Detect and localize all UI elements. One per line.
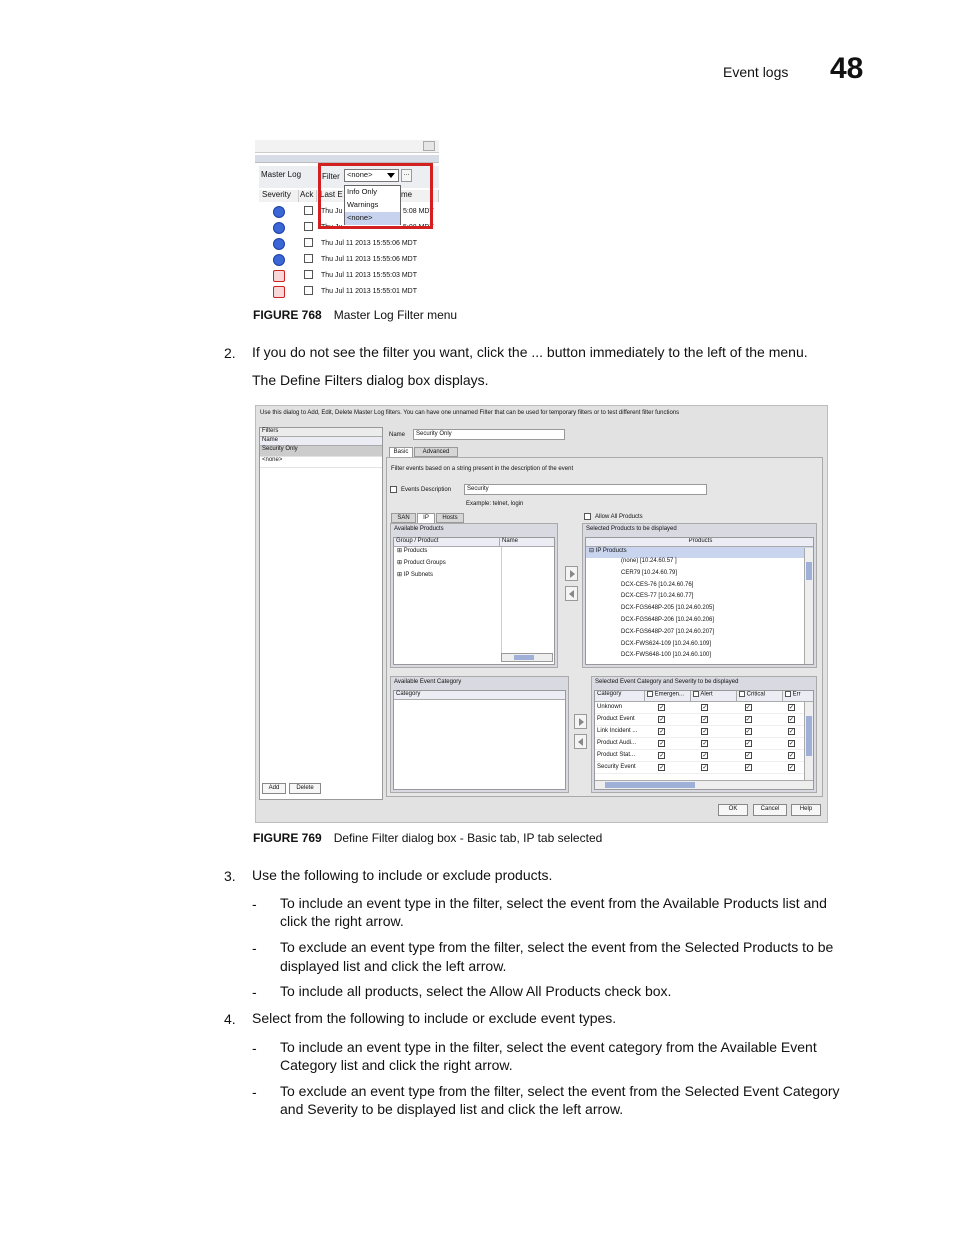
help-button[interactable]: Help xyxy=(791,804,821,816)
tab-hosts[interactable]: Hosts xyxy=(436,513,464,523)
arrow-right-icon xyxy=(570,570,575,578)
bullet: - xyxy=(252,940,257,956)
severity-checkbox[interactable]: ✓ xyxy=(702,729,708,735)
arrow-right-icon xyxy=(579,718,584,726)
ok-button[interactable]: OK xyxy=(718,804,748,816)
caption-text: Master Log Filter menu xyxy=(333,308,458,322)
events-description-checkbox[interactable] xyxy=(390,486,397,493)
text-run: To include all products, select the xyxy=(280,983,490,999)
row-time: Thu Jul 11 2013 15:55:06 MDT xyxy=(321,256,417,263)
add-button[interactable]: Add xyxy=(262,783,286,794)
name-label: Name xyxy=(389,432,406,438)
product-item[interactable]: DCX-FWS648-100 [10.24.60.100] xyxy=(621,652,712,659)
severity-cell xyxy=(727,726,770,737)
emphasis: Selected Products to be xyxy=(684,939,834,955)
event-row[interactable] xyxy=(595,726,813,738)
severity-cell xyxy=(683,702,726,713)
menu-item-warnings[interactable]: Warnings xyxy=(347,200,379,209)
severity-checkbox[interactable]: ✓ xyxy=(745,717,751,723)
available-products-list xyxy=(393,537,555,665)
emphasis: Available Products xyxy=(662,895,779,911)
row-time: Thu Jul 11 2013 15:55:06 MDT xyxy=(321,240,417,247)
dialog-intro: Use this dialog to Add, Edit, Delete Master Log filters. You can have one unnamed Filter that can be used for temporary filters or to test different filter functions xyxy=(260,410,680,416)
scroll-thumb[interactable] xyxy=(806,562,812,580)
emphasis: Define Filters xyxy=(280,372,363,388)
emergency-all-checkbox[interactable] xyxy=(647,691,653,697)
severity-cell xyxy=(727,702,770,713)
ack-checkbox[interactable] xyxy=(304,222,313,231)
text-run: button immediately to the left of the menu. xyxy=(543,344,808,360)
severity-checkbox[interactable]: ✓ xyxy=(659,729,665,735)
text-run: dialog box displays. xyxy=(362,372,489,388)
selected-event-rows xyxy=(595,702,813,774)
figure-master-log-filter xyxy=(255,140,439,301)
scroll-thumb[interactable] xyxy=(514,655,534,660)
severity-checkbox[interactable]: ✓ xyxy=(788,753,794,759)
text-run: To exclude an event type from the filter, select the event from the xyxy=(280,939,685,955)
severity-checkbox[interactable]: ✓ xyxy=(659,753,665,759)
info-icon xyxy=(273,254,285,266)
selected-products-panel xyxy=(582,523,817,668)
ack-checkbox[interactable] xyxy=(304,238,313,247)
emphasis: and Severity to be displayed xyxy=(280,1101,456,1117)
severity-cell xyxy=(727,762,770,773)
critical-all-checkbox[interactable] xyxy=(739,691,745,697)
filter-description: Filter events based on a string present in the description of the event xyxy=(391,466,574,472)
product-item[interactable]: CER79 [10.24.60.79] xyxy=(621,569,678,576)
caption-text: Define Filter dialog box - Basic tab, IP tab selected xyxy=(333,831,603,845)
step-2-result xyxy=(252,371,489,390)
severity-checkbox[interactable]: ✓ xyxy=(745,729,751,735)
col-error[interactable] xyxy=(783,691,801,701)
bullet-text xyxy=(280,938,833,957)
filters-header: Name xyxy=(260,437,382,446)
emphasis: ... xyxy=(531,344,544,360)
window-strip xyxy=(255,140,439,153)
tree-item-label: Products xyxy=(403,548,428,554)
col-emergency[interactable] xyxy=(645,691,691,701)
row-time: Thu Ju xyxy=(321,224,343,231)
filters-panel xyxy=(259,427,383,800)
name-input[interactable]: Security Only xyxy=(413,429,565,440)
step-number: 2. xyxy=(224,345,236,361)
ack-checkbox[interactable] xyxy=(304,206,313,215)
event-row[interactable] xyxy=(595,750,813,762)
severity-checkbox[interactable]: ✓ xyxy=(702,753,708,759)
severity-cell xyxy=(683,726,726,737)
scroll-handle[interactable] xyxy=(423,141,435,151)
emphasis: Selected Event Category xyxy=(684,1083,840,1099)
filter-label: Filter xyxy=(322,172,340,181)
chapter-number: 48 xyxy=(830,52,864,85)
events-description-label: Events Description xyxy=(401,487,452,493)
available-products-panel xyxy=(390,523,558,668)
severity-checkbox[interactable]: ✓ xyxy=(788,765,794,771)
delete-button[interactable]: Delete xyxy=(289,783,321,794)
arrow-left-icon xyxy=(569,590,574,598)
row-time: Thu Jul 11 2013 15:55:01 MDT xyxy=(321,288,417,295)
tree-item[interactable] xyxy=(394,571,554,583)
severity-cell xyxy=(640,738,683,749)
col-ack[interactable]: Ack xyxy=(299,190,317,202)
text-run: If you do not see the filter you want, click the xyxy=(252,344,532,360)
col-last-event[interactable]: Last E xyxy=(317,190,345,202)
product-item[interactable]: DCX-CES-76 [10.24.60.76] xyxy=(621,581,694,588)
col-label: Err xyxy=(792,691,801,698)
bullet-text: click the right arrow. xyxy=(280,913,404,929)
text-run: To include an event type in the filter, select the event from the xyxy=(280,895,663,911)
error-all-checkbox[interactable] xyxy=(785,691,791,697)
caption-number: FIGURE 768 xyxy=(253,308,322,322)
selected-products-title: Selected Products to be displayed xyxy=(586,526,677,532)
event-category: Product Audi... xyxy=(597,740,637,746)
text-run: list and click the left arrow. xyxy=(339,958,507,974)
ack-checkbox[interactable] xyxy=(304,254,313,263)
text-run: To exclude an event type from the filter, select the event from the xyxy=(280,1083,685,1099)
emphasis: Available Event xyxy=(720,1039,817,1055)
available-products-title: Available Products xyxy=(394,526,444,532)
info-icon xyxy=(273,222,285,234)
expand-icon[interactable]: ⊞ xyxy=(397,560,404,566)
tab-advanced[interactable]: Advanced xyxy=(414,447,458,457)
severity-checkbox[interactable]: ✓ xyxy=(788,705,794,711)
expand-icon[interactable]: ⊞ xyxy=(397,572,404,578)
bullet-text xyxy=(280,894,827,913)
table-row[interactable] xyxy=(255,268,439,284)
col-name[interactable]: Name xyxy=(502,538,519,544)
row-time-tail: 5:08 MDT xyxy=(403,208,434,215)
severity-cell xyxy=(640,750,683,761)
sp-header[interactable]: Products xyxy=(586,538,813,547)
bullet-text xyxy=(280,982,671,1001)
cancel-button[interactable]: Cancel xyxy=(753,804,787,816)
severity-checkbox[interactable]: ✓ xyxy=(702,741,708,747)
filter-select-value: <none> xyxy=(347,170,373,179)
master-log-tab[interactable]: Master Log xyxy=(261,170,302,179)
severity-checkbox[interactable]: ✓ xyxy=(659,741,665,747)
filter-item[interactable]: <none> xyxy=(260,457,382,468)
severity-cell xyxy=(727,714,770,725)
col-label: Critical xyxy=(746,691,766,698)
severity-checkbox[interactable]: ✓ xyxy=(745,753,751,759)
severity-cell xyxy=(683,750,726,761)
severity-checkbox[interactable]: ✓ xyxy=(745,765,751,771)
events-description-input[interactable]: Security xyxy=(464,484,707,495)
bullet: - xyxy=(252,1084,257,1100)
available-event-panel xyxy=(390,676,569,793)
severity-cell xyxy=(683,738,726,749)
alert-all-checkbox[interactable] xyxy=(693,691,699,697)
bullet: - xyxy=(252,1040,257,1056)
tree-item-label: IP Products xyxy=(595,548,627,554)
col-label: Alert xyxy=(700,691,713,698)
severity-cell xyxy=(683,714,726,725)
row-time-tail: 5:08 MDT xyxy=(403,224,434,231)
severity-checkbox[interactable]: ✓ xyxy=(659,705,665,711)
step-number: 4. xyxy=(224,1011,236,1027)
text-run: To include an event type in the filter, select the event category from the xyxy=(280,1039,721,1055)
severity-cell xyxy=(683,762,726,773)
emphasis: displayed xyxy=(280,958,340,974)
event-category: Product Stat... xyxy=(597,752,636,758)
tree-item[interactable] xyxy=(394,547,554,559)
vertical-scrollbar[interactable] xyxy=(804,702,813,780)
severity-checkbox[interactable]: ✓ xyxy=(659,765,665,771)
expand-icon[interactable]: ⊞ xyxy=(397,548,404,554)
tab-ip[interactable]: IP xyxy=(417,513,435,523)
highlight-box xyxy=(318,163,433,229)
severity-checkbox[interactable]: ✓ xyxy=(745,741,751,747)
column-divider xyxy=(501,547,502,657)
severity-cell xyxy=(727,750,770,761)
example-hint: Example: telnet, login xyxy=(466,501,524,507)
define-filters-button[interactable]: ... xyxy=(401,169,412,182)
info-icon xyxy=(273,238,285,250)
row-time: Thu Ju xyxy=(321,208,343,215)
ack-checkbox[interactable] xyxy=(304,270,313,279)
text-run: list and click the right arrow. xyxy=(336,1057,513,1073)
table-row[interactable] xyxy=(255,236,439,252)
severity-cell xyxy=(640,714,683,725)
filters-label: Filters xyxy=(260,428,382,437)
vertical-scrollbar[interactable] xyxy=(804,548,813,664)
product-item[interactable]: DCX-FGS648P-207 [10.24.60.207] xyxy=(621,628,715,635)
text-run: The xyxy=(252,372,281,388)
row-time: Thu Jul 11 2013 15:55:03 MDT xyxy=(321,272,417,279)
add-product-button[interactable] xyxy=(565,566,578,581)
figure-768-caption xyxy=(253,308,457,322)
title-bar xyxy=(255,155,439,163)
table-row[interactable] xyxy=(255,252,439,268)
event-row[interactable] xyxy=(595,762,813,774)
filter-item[interactable]: Security Only xyxy=(260,446,382,457)
event-row[interactable] xyxy=(595,738,813,750)
step-2-text xyxy=(252,343,808,362)
text-run: list and xyxy=(778,895,827,911)
tree-item[interactable] xyxy=(394,559,554,571)
col-severity[interactable]: Severity xyxy=(259,190,299,202)
figure-769-caption xyxy=(253,831,602,845)
severity-checkbox[interactable]: ✓ xyxy=(788,741,794,747)
available-event-title: Available Event Category xyxy=(394,679,462,685)
tab-san[interactable]: SAN xyxy=(391,513,416,523)
severity-checkbox[interactable]: ✓ xyxy=(702,765,708,771)
severity-checkbox[interactable]: ✓ xyxy=(659,717,665,723)
ae-header[interactable]: Category xyxy=(394,691,565,700)
caption-number: FIGURE 769 xyxy=(253,831,322,845)
error-icon xyxy=(273,286,285,298)
bullet-text xyxy=(280,1082,840,1101)
product-item[interactable]: DCX-CES-77 [10.24.60.77] xyxy=(621,593,694,600)
selected-event-panel xyxy=(591,676,817,793)
add-event-button[interactable] xyxy=(574,714,587,729)
horizontal-scrollbar[interactable] xyxy=(501,653,553,662)
event-category: Link Incident ... xyxy=(597,728,638,734)
bullet-text xyxy=(280,1056,513,1075)
menu-item-info-only[interactable]: Info Only xyxy=(347,187,378,196)
severity-cell xyxy=(640,702,683,713)
step-number: 3. xyxy=(224,868,236,884)
menu-item-none[interactable]: <none> xyxy=(345,212,400,225)
bullet-text xyxy=(280,1100,623,1119)
event-row[interactable] xyxy=(595,714,813,726)
severity-cell xyxy=(640,762,683,773)
define-filters-dialog xyxy=(255,405,828,823)
table-row[interactable] xyxy=(255,284,439,300)
ap-header xyxy=(394,538,554,547)
text-run: check box. xyxy=(600,983,672,999)
event-category: Unknown xyxy=(597,704,623,710)
selected-products-list xyxy=(585,537,814,665)
info-icon xyxy=(273,206,285,218)
remove-product-button[interactable] xyxy=(565,586,578,601)
severity-checkbox[interactable]: ✓ xyxy=(745,705,751,711)
bullet: - xyxy=(252,984,257,1000)
tab-basic[interactable]: Basic xyxy=(389,447,413,457)
bullet-text xyxy=(280,957,506,976)
severity-checkbox[interactable]: ✓ xyxy=(702,717,708,723)
allow-all-products-checkbox[interactable] xyxy=(584,513,591,520)
event-category: Product Event xyxy=(597,716,635,722)
allow-all-products-label: Allow All Products xyxy=(595,514,643,520)
remove-event-button[interactable] xyxy=(574,734,587,749)
col-category[interactable]: Category xyxy=(595,691,645,701)
text-run: list and click the left arrow. xyxy=(455,1101,624,1117)
se-header xyxy=(595,691,813,702)
event-category: Security Event xyxy=(597,764,636,770)
step-4-text: Select from the following to include or exclude event types. xyxy=(252,1010,617,1026)
section-title: Event logs xyxy=(723,64,789,80)
tree-item-label: Product Groups xyxy=(403,560,446,566)
horizontal-scrollbar[interactable] xyxy=(595,780,814,789)
col-critical[interactable] xyxy=(737,691,783,701)
severity-checkbox[interactable]: ✓ xyxy=(788,717,794,723)
col-alert[interactable] xyxy=(691,691,737,701)
step-3-text: Use the following to include or exclude products. xyxy=(252,867,553,883)
arrow-left-icon xyxy=(578,738,583,746)
product-item[interactable]: DCX-FGS648P-206 [10.24.60.206] xyxy=(621,616,715,623)
event-row[interactable] xyxy=(595,702,813,714)
col-time[interactable]: me xyxy=(401,190,439,202)
selected-event-table xyxy=(594,690,814,790)
error-icon xyxy=(273,270,285,282)
tree-item[interactable] xyxy=(586,547,813,558)
available-event-list xyxy=(393,690,566,790)
product-item[interactable]: DCX-FGS648P-205 [10.24.60.205] xyxy=(621,605,715,612)
scroll-thumb[interactable] xyxy=(605,782,695,788)
emphasis: Allow All Products xyxy=(489,983,601,999)
scroll-thumb[interactable] xyxy=(806,716,812,756)
col-group-product[interactable]: Group / Product xyxy=(394,538,500,546)
severity-cell xyxy=(640,726,683,737)
col-label: Emergen... xyxy=(654,691,685,698)
bullet-text xyxy=(280,1038,817,1057)
emphasis: Category xyxy=(280,1057,337,1073)
bullet: - xyxy=(252,896,257,912)
product-item[interactable]: DCX-FWS624-109 [10.24.60.109] xyxy=(621,640,712,647)
severity-cell xyxy=(727,738,770,749)
selected-event-title: Selected Event Category and Severity to be displayed xyxy=(595,679,739,685)
tree-item-label: IP Subnets xyxy=(403,572,433,578)
product-item[interactable]: (none) [10.24.60.57 ] xyxy=(621,558,677,564)
collapse-icon[interactable]: ⊟ xyxy=(589,548,596,554)
severity-checkbox[interactable]: ✓ xyxy=(702,705,708,711)
ack-checkbox[interactable] xyxy=(304,286,313,295)
severity-checkbox[interactable]: ✓ xyxy=(788,729,794,735)
